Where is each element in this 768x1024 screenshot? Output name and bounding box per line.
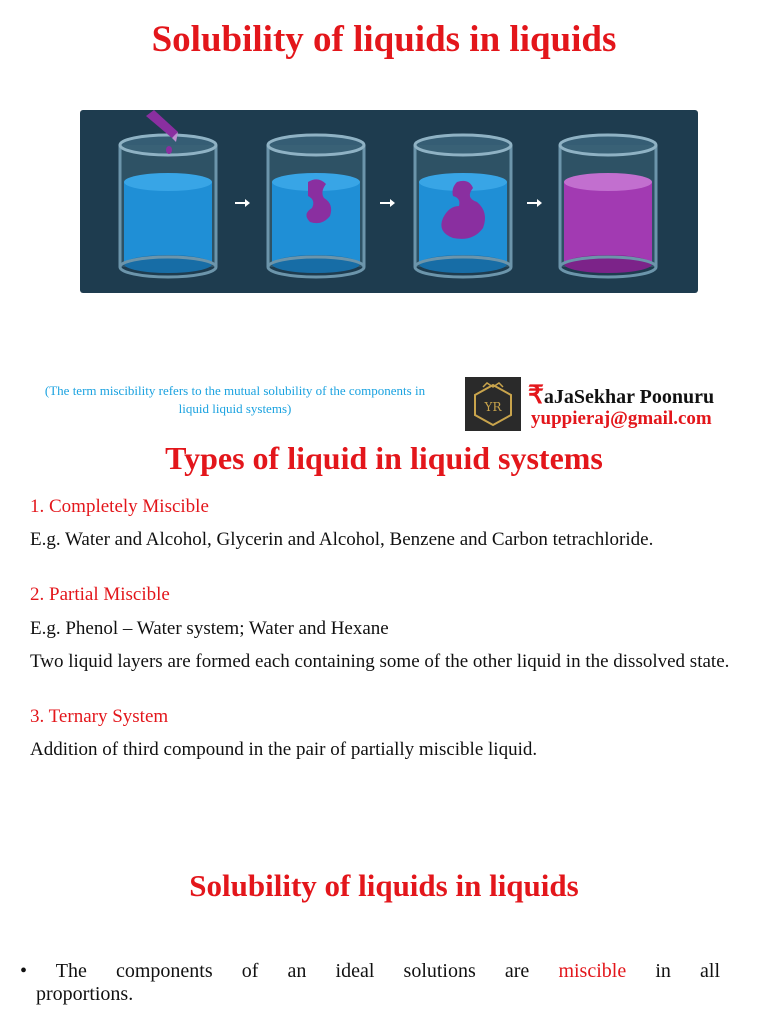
bullet-text-before: The components of an ideal solutions are: [55, 960, 530, 982]
item-2-text-1: E.g. Phenol – Water system; Water and Hexane: [30, 618, 389, 639]
beaker-2: [268, 135, 364, 277]
bullet-line-2: proportions.: [36, 983, 134, 1005]
bullet-highlight: miscible: [558, 960, 627, 982]
item-1-text: E.g. Water and Alcohol, Glycerin and Alcohol, Benzene and Carbon tetrachloride.: [30, 529, 654, 550]
beaker-4: [560, 135, 656, 277]
item-1-title: 1. Completely Miscible: [30, 496, 209, 517]
author-name: [528, 380, 714, 410]
item-2-title: 2. Partial Miscible: [30, 584, 170, 605]
bullet-marker: •: [20, 960, 28, 982]
item-3-title: 3. Ternary System: [30, 706, 169, 727]
rupee-initial: ₹: [528, 382, 544, 409]
section-2-heading: Solubility of liquids in liquids: [189, 868, 579, 903]
item-3-text: Addition of third compound in the pair of partially miscible liquid.: [30, 739, 538, 760]
bullet-text-after: in all: [655, 960, 720, 982]
miscibility-note: (The term miscibility refers to the mutual solubility of the components in liquid liquid systems): [44, 383, 426, 416]
author-email[interactable]: yuppieraj@gmail.com: [531, 408, 712, 429]
page-title: Solubility of liquids in liquids: [151, 19, 617, 60]
author-logo: [465, 377, 521, 431]
beaker-illustration: [80, 110, 698, 293]
bullet-point: [20, 960, 720, 983]
author-name-rest: aJaSekhar Poonuru: [543, 386, 715, 408]
types-heading: Types of liquid in liquid systems: [165, 440, 603, 476]
item-2-text-2: Two liquid layers are formed each containing some of the other liquid in the dissolved state.: [30, 651, 730, 672]
logo-text: YR: [484, 400, 502, 414]
beaker-3: [415, 135, 511, 277]
